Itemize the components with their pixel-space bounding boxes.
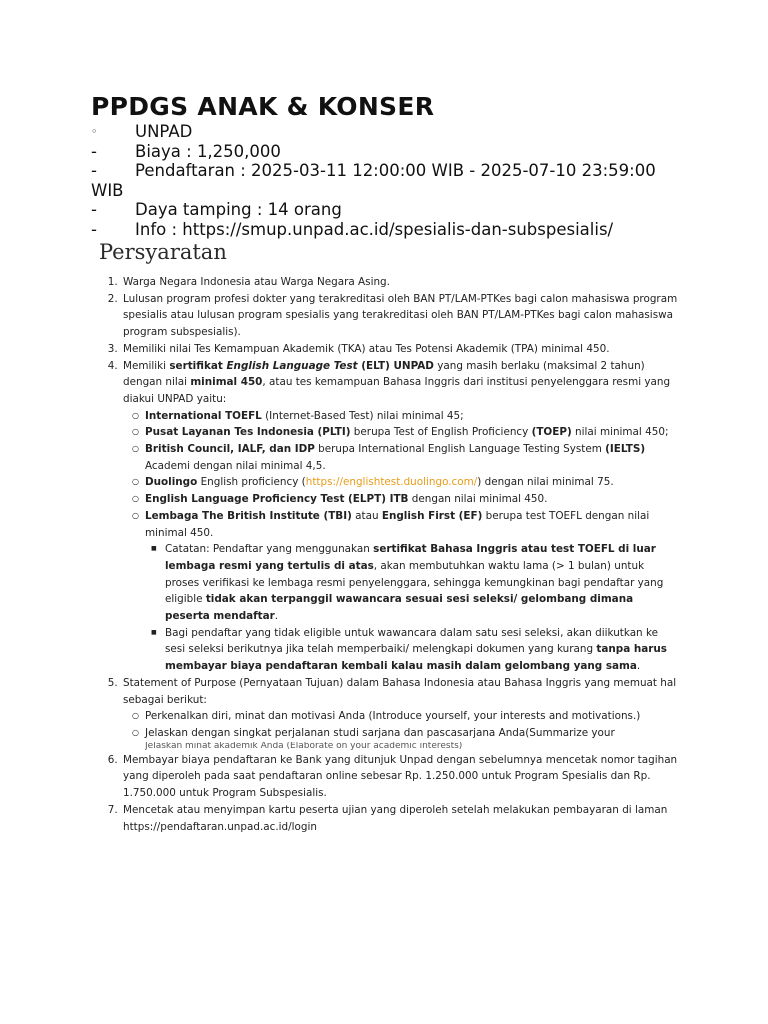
sop-item <box>145 725 679 752</box>
requirements-image <box>89 240 679 840</box>
test-name: International TOEFL <box>145 409 262 422</box>
test-name: (IELTS) <box>605 443 646 456</box>
dash-bullet-icon: - <box>91 161 97 180</box>
item4-text: Memiliki <box>123 359 170 372</box>
test-name: (TOEP) <box>531 426 572 439</box>
english-test-item <box>145 408 679 425</box>
item5-text: Statement of Purpose (Pernyataan Tujuan) dalam Bahasa Indonesia atau Bahasa Inggris yang memuat hal sebagai berikut: <box>123 676 677 706</box>
requirement-item-3: 3. Memiliki nilai Tes Kemampuan Akademik (TKA) atau Tes Potensi Akademik (TPA) minimal 450. <box>121 341 679 358</box>
info-link <box>91 220 691 240</box>
test-name: English Language Proficiency Test (ELPT) ITB <box>145 493 409 506</box>
program-info-list <box>91 122 691 239</box>
test-detail: nilai minimal 450; <box>571 426 669 439</box>
english-test-item <box>145 474 679 491</box>
dash-bullet-icon: - <box>91 219 97 239</box>
test-detail: dengan nilai minimal 450. <box>408 493 548 506</box>
item4-bold: (ELT) UNPAD <box>357 359 434 372</box>
test-detail: berupa International English Language Testing System <box>314 443 606 456</box>
test-detail: (Internet-Based Test) nilai minimal 45; <box>261 409 464 422</box>
registration-text-line2: WIB <box>91 180 124 200</box>
requirements-list <box>89 274 679 835</box>
test-detail: berupa test TOEFL dengan nilai minimal 450. <box>145 509 650 539</box>
english-tests-list <box>123 408 679 675</box>
sop-item: ○ Perkenalkan diri, minat dan motivasi Anda (Introduce yourself, your interests and motivations.) <box>145 708 679 725</box>
info-registration <box>91 161 691 200</box>
info-fee <box>91 142 691 162</box>
note-text: Bagi pendaftar yang tidak eligible untuk wawancara dalam satu sesi seleksi, akan diikutkan ke sesi seleksi berikutnya jika telah memperbaiki/ melengkapi dokumen yang kurang <box>165 626 658 656</box>
test-detail: ) dengan nilai minimal 75. <box>477 476 614 489</box>
test-name: Duolingo <box>145 476 198 489</box>
circle-bullet-icon: ◦ <box>91 125 98 138</box>
note-bold: tanpa harus membayar biaya pendaftaran kembali kalau masih dalam gelombang yang sama <box>165 643 667 673</box>
test-detail: English proficiency ( <box>197 476 306 489</box>
note-bold: sertifikat Bahasa Inggris atau test TOEFL di luar lembaga resmi yang tertulis di atas <box>165 543 656 572</box>
requirement-item-2: 2. Lulusan program profesi dokter yang terakreditasi oleh BAN PT/LAM-PTKes bagi calon mahasiswa program spesialis atau lulusan program spesialis yang terakreditasi oleh BAN PT/LAM-PTKes bagi calon mahasiswa program subspesialis). <box>121 291 679 341</box>
dash-bullet-icon: - <box>91 200 97 219</box>
note-item <box>165 541 679 625</box>
test-name: British Council, IALF, dan IDP <box>145 443 315 456</box>
requirement-item-1: 1. Warga Negara Indonesia atau Warga Negara Asing. <box>121 274 679 291</box>
test-detail: berupa Test of English Proficiency <box>350 426 532 439</box>
requirement-item-6: 6. Membayar biaya pendaftaran ke Bank yang ditunjuk Unpad dengan sebelumnya mencetak nomor tagihan yang diperoleh pada saat pendaftaran online sebesar Rp. 1.250.000 untuk Program Spesialis dan Rp. 1.750.000 untuk Program Subspesialis. <box>121 752 679 802</box>
item4-text: yang masih berlaku (maksimal 2 tahun) dengan nilai <box>123 359 645 389</box>
note-text: . <box>274 610 279 623</box>
english-test-item <box>145 491 679 508</box>
test-detail: Academi dengan nilai minimal 4,5. <box>145 459 326 472</box>
registration-text-line1: Pendaftaran : 2025-03-11 12:00:00 WIB - 2025-07-10 23:59:00 <box>135 161 656 180</box>
requirement-item-5 <box>121 675 679 752</box>
english-test-item <box>145 424 679 441</box>
test-name: English First (EF) <box>381 509 483 522</box>
note-bold: tidak akan terpanggil wawancara sesuai sesi seleksi/ gelombang dimana peserta mendaftar <box>165 593 634 623</box>
sop-cut-off-text: Jelaskan minat akademik Anda (Elaborate on your academic interests) <box>145 741 463 751</box>
page-title: PPDGS ANAK & KONSER <box>91 92 435 121</box>
item4-bold: minimal 450 <box>190 376 263 389</box>
info-capacity <box>91 200 691 220</box>
sop-text: Jelaskan dengan singkat perjalanan studi sarjana dan pascasarjana Anda(Summarize your <box>145 726 615 739</box>
item4-bold: sertifikat <box>169 359 227 372</box>
note-text: . <box>636 660 641 673</box>
statement-of-purpose-list <box>123 708 679 751</box>
test-name: Pusat Layanan Tes Indonesia (PLTI) <box>145 426 351 439</box>
university-text: UNPAD <box>135 122 193 141</box>
requirement-item-7: 7. Mencetak atau menyimpan kartu peserta ujian yang diperoleh setelah melakukan pembayaran di laman https://pendaftaran.unpad.ac.id/login <box>121 802 679 835</box>
test-detail: atau <box>351 509 382 522</box>
notes-list <box>145 541 679 675</box>
dash-bullet-icon: - <box>91 141 97 161</box>
english-test-item <box>145 508 679 675</box>
note-item <box>165 625 679 675</box>
item4-text: , atau tes kemampuan Bahasa Inggris dari institusi penyelenggara resmi yang diakui UNPAD yaitu: <box>123 376 671 405</box>
info-university <box>91 122 691 142</box>
requirements-body <box>89 274 679 835</box>
note-text: Catatan: Pendaftar yang menggunakan <box>165 543 374 556</box>
english-test-item <box>145 441 679 474</box>
info-link-text[interactable]: Info : https://smup.unpad.ac.id/spesialis-dan-subspesialis/ <box>135 219 614 239</box>
duolingo-link[interactable]: https://englishtest.duolingo.com/ <box>305 476 478 489</box>
note-text: , akan membutuhkan waktu lama (> 1 bulan) untuk proses verifikasi ke lembaga resmi penyelenggara, sehingga kemungkinan bagi pendaftar yang eligible <box>165 559 664 606</box>
fee-text: Biaya : 1,250,000 <box>135 141 281 161</box>
requirement-item-4 <box>121 358 679 675</box>
requirements-heading: Persyaratan <box>99 240 227 264</box>
capacity-text: Daya tamping : 14 orang <box>135 200 342 219</box>
test-name: Lembaga The British Institute (TBI) <box>145 509 352 522</box>
item4-bold-italic: English Language Test <box>226 359 358 372</box>
